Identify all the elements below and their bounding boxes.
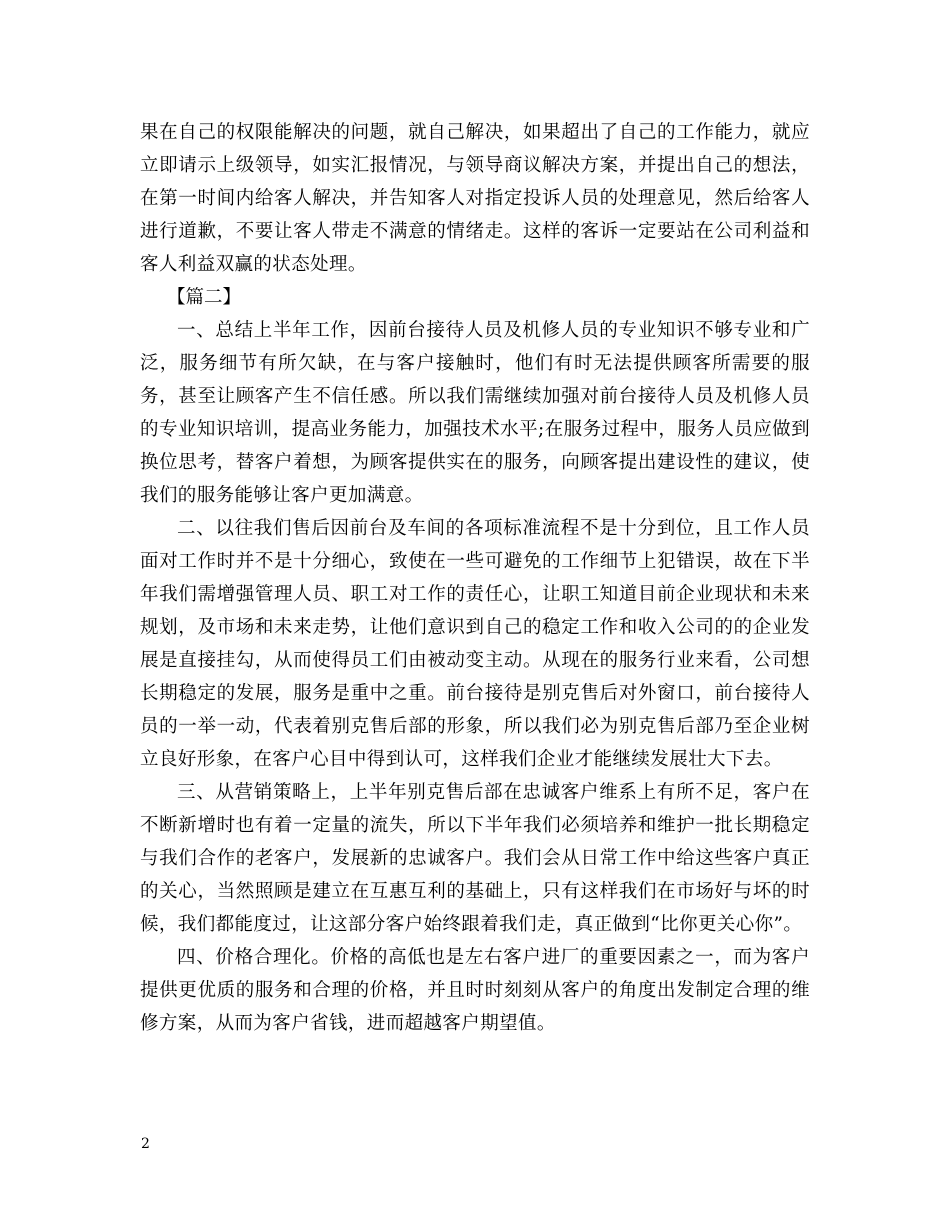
document-body xyxy=(140,116,810,1040)
page-number: 2 xyxy=(141,1136,150,1152)
paragraph-item-4: 四、价格合理化。价格的高低也是左右客户进厂的重要因素之一，而为客户提供更优质的服务和合理的价格，并且时时刻刻从客户的角度出发制定合理的维修方案，从而为客户省钱，进而超越客户期望值。 xyxy=(140,947,810,1034)
paragraph-item-1: 一、总结上半年工作，因前台接待人员及机修人员的专业知识不够专业和广泛，服务细节有所欠缺，在与客户接触时，他们有时无法提供顾客所需要的服务，甚至让顾客产生不信任感。所以我们需继续加强对前台接待人员及机修人员的专业知识培训，提高业务能力，加强技术水平;在服务过程中，服务人员应做到换位思考，替客户着想，为顾客提供实在的服务，向顾客提出建设性的建议，使我们的服务能够让客户更加满意。 xyxy=(140,320,810,506)
paragraph-item-3: 三、从营销策略上，上半年别克售后部在忠诚客户维系上有所不足，客户在不断新增时也有着一定量的流失，所以下半年我们必须培养和维护一批长期稳定与我们合作的老客户，发展新的忠诚客户。我们会从日常工作中给这些客户真正的关心，当然照顾是建立在互惠互利的基础上，只有这样我们在市场好与坏的时候，我们都能度过，让这部分客户始终跟着我们走，真正做到“比你更关心你”。 xyxy=(140,782,810,935)
continuation-paragraph: 果在自己的权限能解决的问题，就自己解决，如果超出了自己的工作能力，就应立即请示上级领导，如实汇报情况，与领导商议解决方案，并提出自己的想法，在第一时间内给客人解决，并告知客人对指定投诉人员的处理意见，然后给客人进行道歉，不要让客人带走不满意的情绪走。这样的客诉一定要站在公司利益和客人利益双赢的状态处理。 xyxy=(140,122,810,275)
paragraph-item-2: 二、以往我们售后因前台及车间的各项标准流程不是十分到位，且工作人员面对工作时并不是十分细心，致使在一些可避免的工作细节上犯错误，故在下半年我们需增强管理人员、职工对工作的责任心，让职工知道目前企业现状和未来规划，及市场和未来走势，让他们意识到自己的稳定工作和收入公司的的企业发展是直接挂勾，从而使得员工们由被动变主动。从现在的服务行业来看，公司想长期稳定的发展，服务是重中之重。前台接待是别克售后对外窗口，前台接待人员的一举一动，代表着别克售后部的形象，所以我们必为别克售后部乃至企业树立良好形象，在客户心目中得到认可，这样我们企业才能继续发展壮大下去。 xyxy=(140,518,810,770)
section-heading: 【篇二】 xyxy=(167,287,242,308)
